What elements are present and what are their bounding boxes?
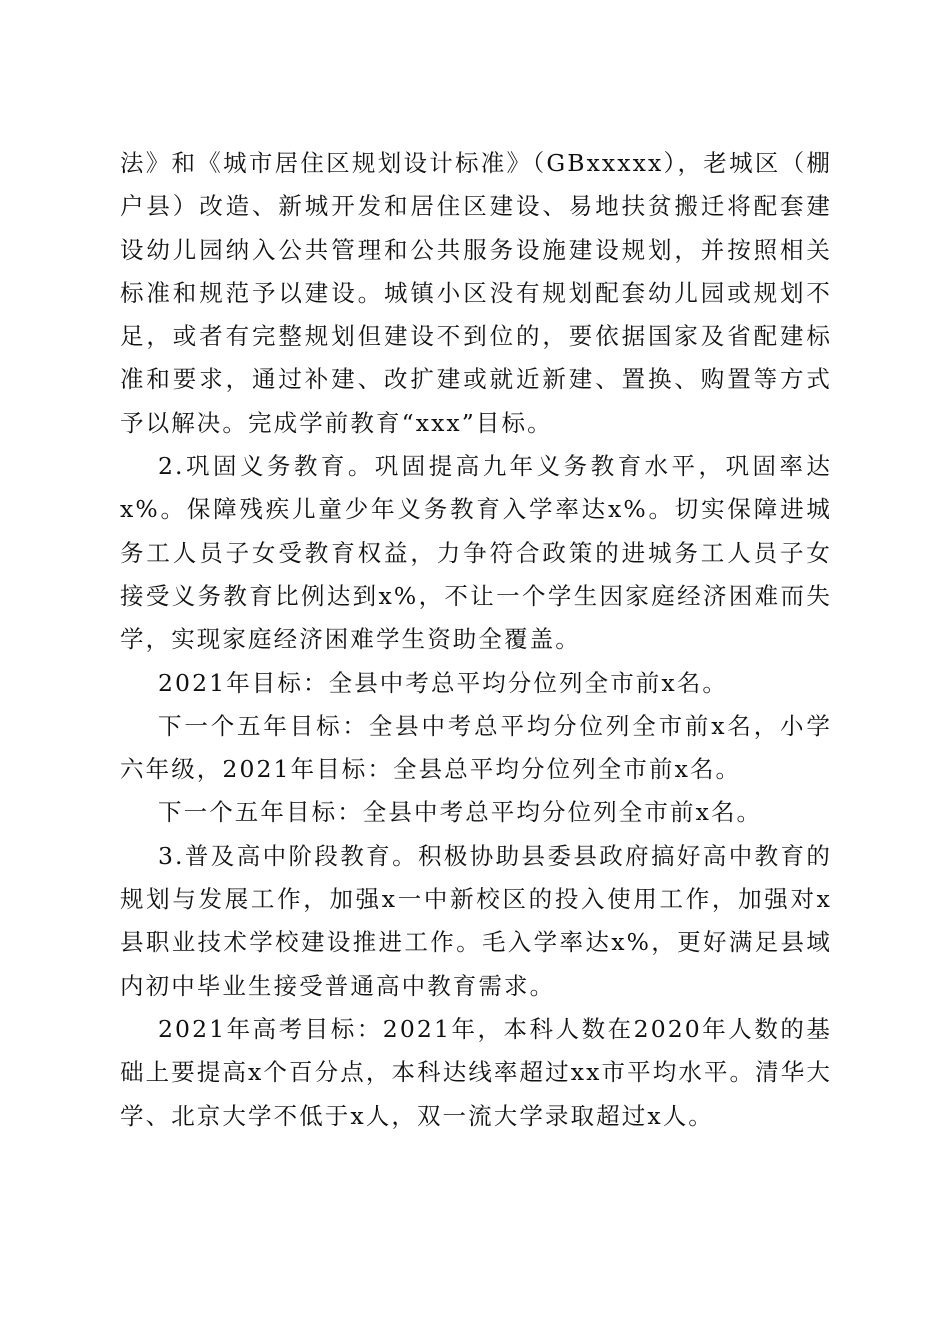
paragraph-high-school-education: 3.普及高中阶段教育。积极协助县委县政府搞好高中教育的规划与发展工作，加强x一中新校区的投入使用工作，加强对x县职业技术学校建设推进工作。毛入学率达x%，更好满足县域内初中毕业生接受普通高中教育需求。 bbox=[120, 841, 832, 1000]
paragraph-2021-goal: 2021年目标：全县中考总平均分位列全市前x名。 bbox=[158, 668, 728, 697]
paragraph-five-year-goal: 下一个五年目标：全县中考总平均分位列全市前x名。 bbox=[158, 798, 763, 827]
paragraph-continuation: 法》和《城市居住区规划设计标准》（GBxxxxx），老城区（棚户县）改造、新城开发和居住区建设、易地扶贫搬迁将配套建设幼儿园纳入公共管理和公共服务设施建设规划，并按照相关标准和规范予以建设。城镇小区没有规划配套幼儿园或规划不足，或者有完整规划但建设不到位的，要依据国家及省配建标准和要求，通过补建、改扩建或就近新建、置换、购置等方式予以解决。完成学前教育“xxx”目标。 bbox=[120, 149, 832, 437]
paragraph-compulsory-education: 2.巩固义务教育。巩固提高九年义务教育水平，巩固率达x%。保障残疾儿童少年义务教育入学率达x%。切实保障进城务工人员子女受教育权益，力争符合政策的进城务工人员子女接受义务教育比例达到x%，不让一个学生因家庭经济困难而失学，实现家庭经济困难学生资助全覆盖。 bbox=[120, 452, 832, 654]
paragraph-five-year-goal-primary: 下一个五年目标：全县中考总平均分位列全市前x名，小学六年级，2021年目标：全县总平均分位列全市前x名。 bbox=[120, 711, 832, 784]
document-body bbox=[120, 142, 832, 1138]
paragraph-gaokao-goal: 2021年高考目标：2021年，本科人数在2020年人数的基础上要提高x个百分点，本科达线率超过xx市平均水平。清华大学、北京大学不低于x人，双一流大学录取超过x人。 bbox=[120, 1014, 832, 1130]
